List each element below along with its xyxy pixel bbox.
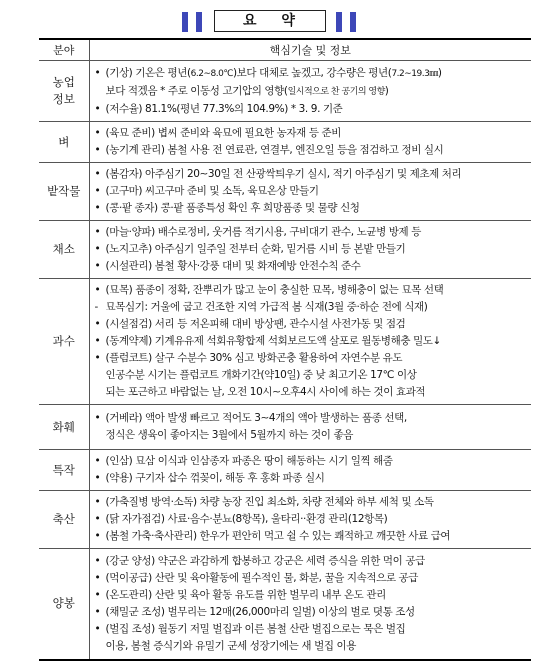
- row-category: 벼: [39, 122, 89, 163]
- bullet: -: [94, 301, 98, 313]
- bullet: •: [94, 605, 101, 618]
- list-item: [95, 101, 526, 118]
- item-text: (고구마) 씨고구마 준비 및 소독, 육묘온상 만들기: [105, 185, 319, 197]
- bullet: •: [94, 202, 101, 214]
- list-item: [95, 282, 526, 299]
- list-item: [95, 470, 526, 487]
- item-text: (기상) 기온은 평년(6.2∼8.0℃)보다 대체로 높겠고, 강수량은 평년(7.2∼19.3㎜): [105, 66, 442, 79]
- item-text: (콩·팥 종자) 콩·팥 품종특성 확인 후 희망품종 및 물량 신청: [105, 202, 360, 214]
- item-text: (노지고추) 아주심기 일주일 전부터 순화, 밑거름 시비 등 본밭 만들기: [105, 243, 406, 255]
- item-text: (채밀군 조성) 벌무리는 12매(26,000마리 일벌) 이상의 벌로 뎟통 조성: [105, 605, 415, 618]
- list-item: [95, 427, 526, 444]
- row-content: [89, 549, 531, 660]
- row-content: [89, 405, 531, 450]
- bullet: •: [94, 127, 101, 139]
- list-item: [95, 142, 526, 159]
- title-bar-right-1: [336, 12, 342, 32]
- item-text: (농기계 관리) 봄철 사용 전 연료관, 연결부, 엔진오일 등을 점검하고 정비 실시: [105, 144, 444, 156]
- item-text: (봄감자) 아주심기 20∼30일 전 산광싹틔우기 실시, 적기 아주심기 및 제초제 처리: [105, 168, 462, 180]
- summary-table: [39, 38, 531, 661]
- bullet: •: [94, 513, 101, 525]
- row-category: 과수: [39, 279, 89, 405]
- item-text: (육묘 준비) 볍씨 준비와 육묘에 필요한 농자재 등 준비: [105, 127, 341, 139]
- table-row: [39, 549, 531, 660]
- bullet: [95, 367, 106, 384]
- bullet: •: [94, 284, 101, 296]
- row-category: 축산: [39, 491, 89, 549]
- bullet: •: [94, 496, 101, 508]
- item-text: (가축질병 방역·소독) 차량 농장 진입 최소화, 차량 전체와 하부 세척 및 소독: [105, 496, 434, 508]
- item-text: (먹이공급) 산란 및 육아활동에 필수적인 물, 화분, 꿀을 지속적으로 공급: [105, 571, 419, 584]
- item-text: 정식은 생육이 좋아지는 3월에서 5월까지 하는 것이 좋음: [105, 429, 353, 441]
- item-text: (시설관리) 봄철 황사·강풍 대비 및 화재예방 안전수칙 준수: [105, 260, 361, 272]
- bullet: •: [94, 412, 101, 424]
- row-category: 농업 정보: [39, 61, 89, 122]
- list-item: [95, 316, 526, 333]
- list-item: [95, 166, 526, 183]
- title-area: [0, 10, 547, 36]
- header-category: 분야: [39, 39, 89, 61]
- list-item: [95, 621, 526, 638]
- title-bar-right-2: [350, 12, 356, 32]
- list-item: [95, 638, 526, 655]
- table-row: [39, 405, 531, 450]
- table-row: [39, 450, 531, 491]
- item-text: (닭 자가점검) 사료·음수·분뇨(8항목), 울타리··환경 관리(12항목): [105, 513, 388, 525]
- row-category: 양봉: [39, 549, 89, 660]
- row-content: [89, 163, 531, 221]
- row-category: 화훼: [39, 405, 89, 450]
- bullet: [95, 638, 106, 655]
- list-item: [95, 384, 526, 401]
- list-item: [95, 83, 526, 101]
- list-item: [95, 604, 526, 621]
- list-item: [95, 258, 526, 275]
- list-item: [95, 241, 526, 258]
- item-text: (인삼) 묘삼 이식과 인삼종자 파종은 땅이 해동하는 시기 일찍 해줌: [105, 455, 393, 467]
- row-category: 밭작물: [39, 163, 89, 221]
- row-content: [89, 491, 531, 549]
- bullet: •: [94, 102, 101, 115]
- list-item: [95, 453, 526, 470]
- list-item: [95, 528, 526, 545]
- bullet: •: [94, 144, 101, 156]
- row-content: [89, 61, 531, 122]
- list-item: [95, 494, 526, 511]
- item-text: 인공수분 시기는 플럼코트 개화기간(약10일) 중 낮 최고기온 17℃ 이상: [105, 369, 417, 381]
- list-item: [95, 367, 526, 384]
- item-text: (마늘·양파) 배수로정비, 웃거름 적기시용, 구비대기 관수, 노균병 방제 등: [105, 226, 421, 238]
- list-item: [95, 587, 526, 604]
- item-text: (거베라) 액아 발생 빠르고 적어도 3∼4개의 액아 발생하는 품종 선택,: [105, 412, 407, 424]
- item-text: 되는 포근하고 바람없는 날, 오전 10시∼오후4시 사이에 하는 것이 효과적: [105, 386, 426, 398]
- title-bar-left-1: [182, 12, 188, 32]
- list-item: [95, 65, 526, 83]
- item-text: (시설점검) 서리 등 저온피해 대비 방상팬, 관수시설 사전가동 및 점검: [105, 318, 406, 330]
- bullet: •: [94, 260, 101, 272]
- list-item: [95, 553, 526, 570]
- bullet: [95, 83, 106, 101]
- bullet: •: [94, 168, 101, 180]
- bullet: •: [94, 352, 101, 364]
- table-row: [39, 279, 531, 405]
- bullet: •: [94, 472, 101, 484]
- bullet: •: [94, 243, 101, 255]
- item-text: 묘목심기: 거울에 굽고 건조한 지역 가급적 봄 식재(3월 중·하순 전에 식재): [105, 301, 428, 313]
- bullet: [95, 427, 106, 444]
- list-item: [95, 410, 526, 427]
- row-category: 채소: [39, 221, 89, 279]
- item-text: (동계약제) 기계유유제 석회유황합제 석회보르도액 살포로 월동병해충 밀도↓: [105, 335, 441, 347]
- list-item: [95, 350, 526, 367]
- table-row: [39, 221, 531, 279]
- bullet: •: [94, 588, 101, 601]
- table-header-row: [39, 39, 531, 61]
- row-content: [89, 221, 531, 279]
- item-text: (약용) 구기자 삽수 꺾꽂이, 해동 후 홍화 파종 실시: [105, 472, 325, 484]
- bullet: •: [94, 185, 101, 197]
- table-row: [39, 122, 531, 163]
- table-row: [39, 491, 531, 549]
- table-row: [39, 163, 531, 221]
- item-text: (온도관리) 산란 및 육아 활동 유도를 위한 벌무리 내부 온도 관리: [105, 588, 386, 601]
- list-item: [95, 511, 526, 528]
- header-content: 핵심기술 및 정보: [89, 39, 531, 61]
- title-bar-left-2: [196, 12, 202, 32]
- item-text: (저수율) 81.1%(평년 77.3%의 104.9%) * 3. 9. 기준: [105, 102, 343, 115]
- table-row: [39, 61, 531, 122]
- bullet: •: [94, 318, 101, 330]
- item-text: (봄철 가축·축사관리) 한우가 편안히 먹고 쉴 수 있는 쾌적하고 깨끗한 사료 급여: [105, 530, 451, 542]
- bullet: •: [94, 455, 101, 467]
- bullet: •: [94, 226, 101, 238]
- page-title: 요 약: [214, 10, 326, 32]
- row-content: [89, 279, 531, 405]
- list-item: [95, 125, 526, 142]
- bullet: [95, 384, 106, 401]
- list-item: [95, 183, 526, 200]
- list-item: [95, 224, 526, 241]
- list-item: [95, 299, 526, 316]
- item-text: (강군 양성) 약군은 과감하게 합봉하고 강군은 세력 증식을 위한 먹이 공급: [105, 554, 425, 567]
- list-item: [95, 570, 526, 587]
- item-text: (묘목) 품종이 정확, 잔뿌리가 많고 눈이 충실한 묘목, 병해충이 없는 묘목 선택: [105, 284, 444, 296]
- list-item: [95, 333, 526, 350]
- item-text: 보다 적겠음 * 주로 이동성 고기압의 영향(일시적으로 찬 공기의 영향): [105, 84, 389, 97]
- item-text: (벌집 조성) 월동기 저밀 벌집과 이른 봄철 산란 벌집으로는 묵은 벌집: [105, 622, 406, 635]
- row-category: 특작: [39, 450, 89, 491]
- list-item: [95, 200, 526, 217]
- bullet: •: [94, 530, 101, 542]
- row-content: [89, 122, 531, 163]
- bullet: •: [94, 571, 101, 584]
- bullet: •: [94, 622, 101, 635]
- bullet: •: [94, 554, 101, 567]
- item-text: 이용, 봄철 증식기와 유밀기 군세 성장기에는 새 벌집 이용: [105, 639, 357, 652]
- bullet: •: [94, 335, 101, 347]
- bullet: •: [94, 66, 101, 79]
- row-content: [89, 450, 531, 491]
- item-text: (플럼코트) 살구 수분수 30% 심고 방화곤충 활용하여 자연수분 유도: [105, 352, 403, 364]
